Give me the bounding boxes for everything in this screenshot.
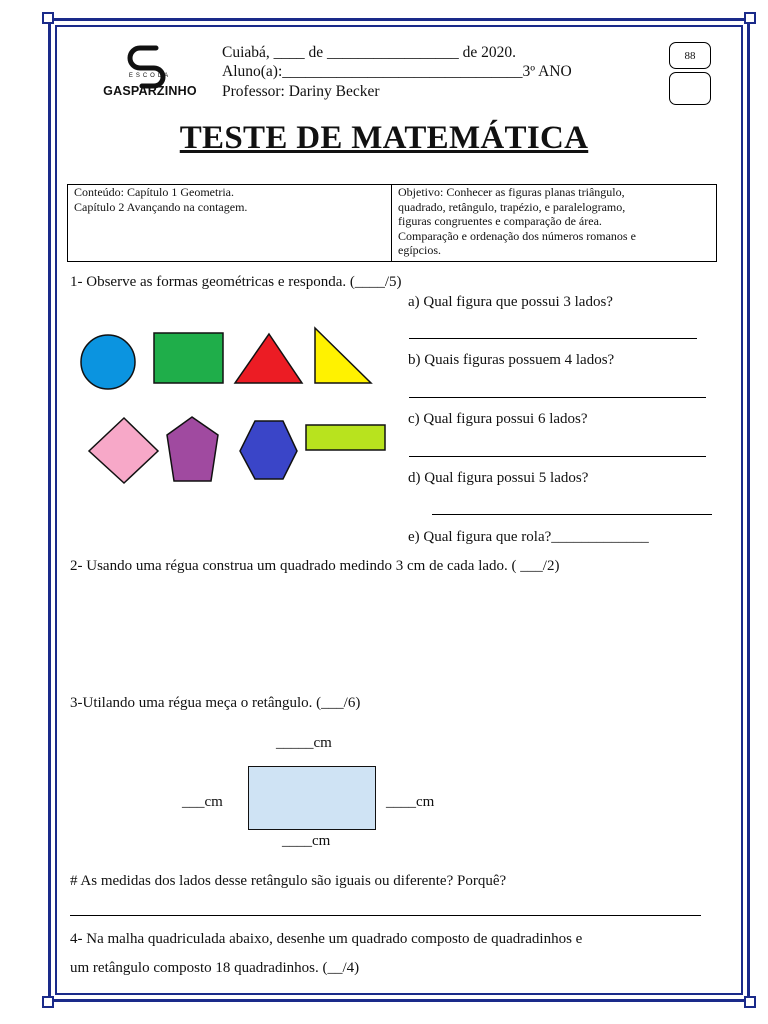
q3-right-measure[interactable]: ____cm [386,794,435,810]
objective-line: quadrado, retângulo, trapézio, e paralelogramo, [398,199,626,214]
info-table [67,184,717,262]
logo-brand-text: GASPARZINHO [103,84,197,98]
rectangle-shape [306,425,385,450]
page-title: TESTE DE MATEMÁTICA [179,120,589,156]
frame-corner [42,12,54,24]
logo-escola-text: ESCOLA [128,73,172,79]
q1-prompt: 1- Observe as formas geométricas e responda. (____/5) [70,274,402,290]
school-logo [96,40,204,102]
q3-bottom-measure[interactable]: ____cm [282,833,331,849]
header-teacher-line: Professor: Dariny Becker [222,83,380,100]
objective-line: Objetivo: Conhecer as figuras planas triângulo, [398,185,625,199]
answer-line-b[interactable] [409,397,706,398]
objective-line: Comparação e ordenação dos números romanos e [398,228,636,243]
header-date-line[interactable]: Cuiabá, ____ de _________________ de 2020. [222,44,517,61]
content-line: Conteúdo: Capítulo 1 Geometria. [74,185,234,199]
q4-prompt-line1: 4- Na malha quadriculada abaixo, desenhe um quadrado composto de quadradinhos e [70,931,583,947]
shapes-figure [70,318,390,488]
q3-left-measure[interactable]: ___cm [182,794,223,810]
q2-prompt: 2- Usando uma régua construa um quadrado medindo 3 cm de cada lado. ( ___/2) [70,558,560,574]
objective-line: egípcios. [398,243,441,257]
page-number-box [669,42,711,69]
q3-top-measure[interactable]: _____cm [276,735,332,751]
q1-item-c: c) Qual figura possui 6 lados? [408,411,588,427]
page-border-inner [55,25,743,995]
answer-line-a[interactable] [409,338,697,339]
measure-rectangle [248,766,376,830]
page-number: 88 [684,50,696,62]
q1-item-a: a) Qual figura que possui 3 lados? [408,294,613,310]
q1-item-e[interactable]: e) Qual figura que rola?_____________ [408,529,649,545]
q3-prompt: 3-Utilando uma régua meça o retângulo. (___/6) [70,695,361,711]
content-line: Capítulo 2 Avançando na contagem. [74,199,248,214]
q3b-prompt: # As medidas dos lados desse retângulo são iguais ou diferente? Porquê? [70,873,507,889]
pentagon-shape [167,417,218,481]
hexagon-shape [240,421,297,479]
objective-cell [392,185,716,261]
content-cell [68,185,392,261]
frame-corner [744,996,756,1008]
square-shape [154,333,223,383]
frame-corner [744,12,756,24]
q3b-answer-line[interactable] [70,915,701,916]
answer-line-d[interactable] [432,514,712,515]
circle-shape [81,335,135,389]
triangle-shape [235,334,302,383]
diamond-shape [89,418,158,483]
right-triangle-shape [315,328,371,383]
score-box[interactable] [669,72,711,105]
objective-line: figuras congruentes e comparação de área. [398,214,602,228]
header-student-line[interactable]: Aluno(a):_______________________________3º ANO [222,63,572,80]
answer-line-c[interactable] [409,456,706,457]
frame-corner [42,996,54,1008]
q1-item-b: b) Quais figuras possuem 4 lados? [408,352,615,368]
q1-item-d: d) Qual figura possui 5 lados? [408,470,589,486]
q4-prompt-line2: um retângulo composto 18 quadradinhos. (__/4) [70,960,360,976]
